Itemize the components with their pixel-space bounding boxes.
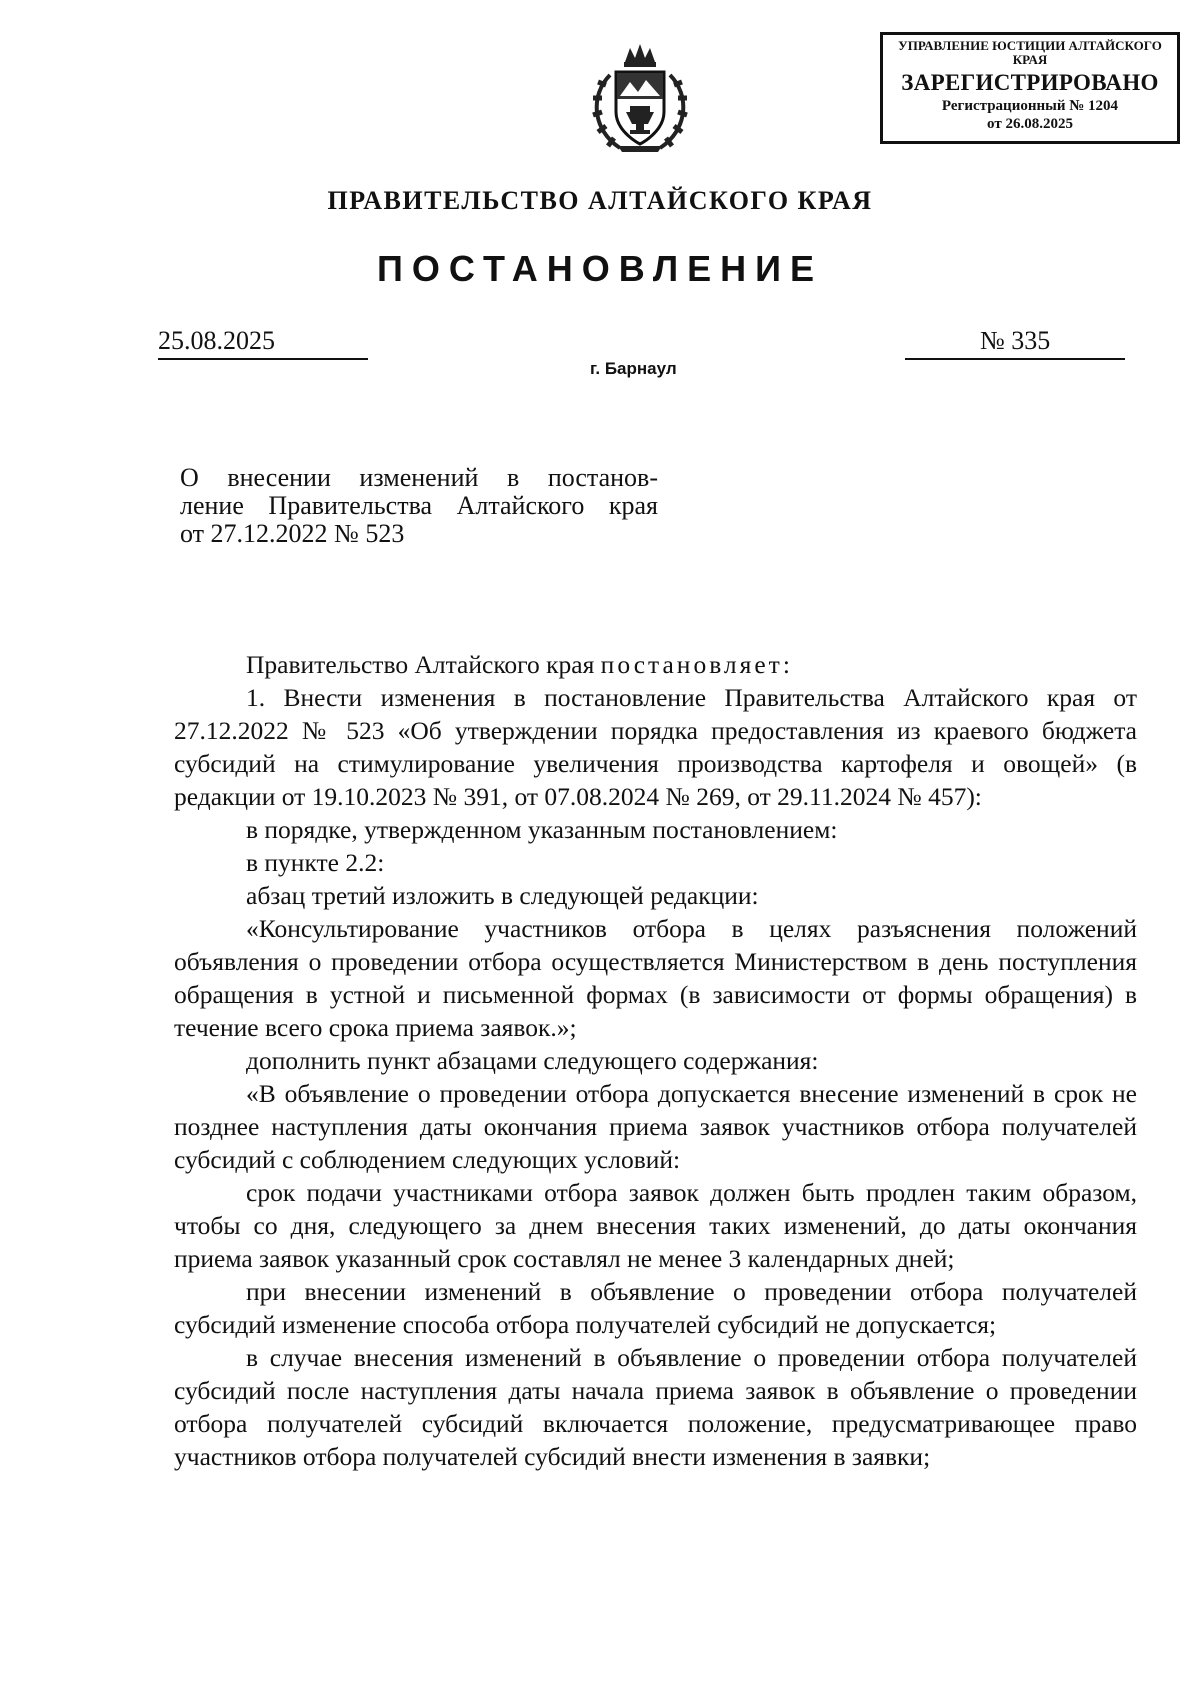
document-subject [180, 464, 658, 548]
body-paragraph: в порядке, утвержденном указанным постановлением: [246, 815, 838, 844]
subject-line: от 27.12.2022 № 523 [180, 519, 405, 548]
registration-stamp [880, 32, 1180, 144]
body-intro: Правительство Алтайского края постановляет: [246, 650, 790, 679]
coat-of-arms-icon [580, 40, 700, 160]
government-title: ПРАВИТЕЛЬСТВО АЛТАЙСКОГО КРАЯ [327, 186, 873, 215]
body-paragraph: в пункте 2.2: [246, 848, 385, 877]
body-paragraph: в случае внесения изменений в объявление о проведении отбора получателей субсидий после наступления даты начала приема заявок в объявление о проведении отбора получателей субсидий включается положение, предусматривающее право участников отбора получателей субсидий внести изменения в заявки; [174, 1343, 1137, 1471]
body-paragraph: дополнить пункт абзацами следующего содержания: [246, 1046, 819, 1075]
intro-verb: постановляет [600, 650, 783, 679]
stamp-registration-number: Регистрационный № 1204 [941, 98, 1119, 114]
body-paragraph: «Консультирование участников отбора в целях разъяснения положений объявления о проведении отбора осуществляется Министерством в день поступления обращения в устной и письменной формах (в зависимости от формы обращения) в течение всего срока приема заявок.»; [174, 914, 1137, 1042]
document-number: № 335 [905, 326, 1125, 360]
body-paragraph: «В объявление о проведении отбора допускается внесение изменений в срок не позднее наступления даты окончания приема заявок участников отбора получателей субсидий с соблюдением следующих условий: [174, 1079, 1137, 1174]
document-body [174, 648, 1137, 1473]
body-paragraph: абзац третий изложить в следующей редакции: [246, 881, 759, 910]
stamp-date: от 26.08.2025 [987, 116, 1073, 132]
stamp-status: ЗАРЕГИСТРИРОВАНО [901, 70, 1159, 95]
document-type: ПОСТАНОВЛЕНИЕ [377, 248, 823, 289]
body-paragraph: срок подачи участниками отбора заявок должен быть продлен таким образом, чтобы со дня, следующего за днем внесения таких изменений, до даты окончания приема заявок указанный срок составлял не менее 3 календарных дней; [174, 1178, 1137, 1273]
body-paragraph: 1. Внести изменения в постановление Правительства Алтайского края от 27.12.2022 № 523 «Об утверждении порядка предоставления из краевого бюджета субсидий на стимулирование увеличения производства картофеля и овощей» (в редакции от 19.10.2023 № 391, от 07.08.2024 № 269, от 29.11.2024 № 457): [174, 683, 1137, 811]
body-paragraph: при внесении изменений в объявление о проведении отбора получателей субсидий изменение способа отбора получателей субсидий не допускается; [174, 1277, 1137, 1339]
document-city: г. Барнаул [590, 359, 677, 378]
stamp-organization: УПРАВЛЕНИЕ ЮСТИЦИИ АЛТАЙСКОГО КРАЯ [898, 38, 1162, 67]
subject-line: О внесении изменений в постанов- [180, 463, 658, 492]
subject-line: ление Правительства Алтайского края [180, 491, 658, 520]
document-date: 25.08.2025 [158, 326, 368, 360]
